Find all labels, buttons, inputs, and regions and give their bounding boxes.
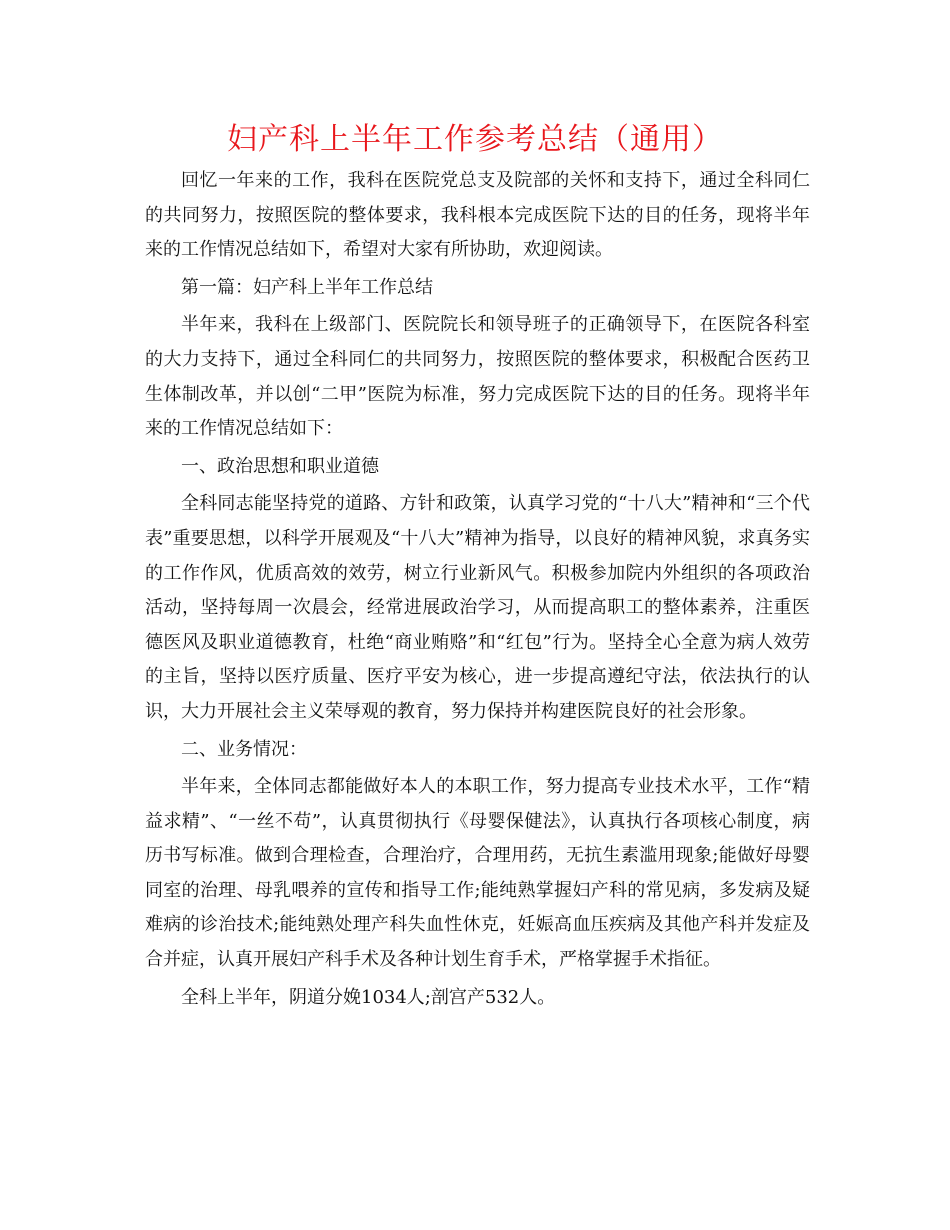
paragraph-business: 半年来，全体同志都能做好本人的本职工作，努力提高专业技术水平，工作“精益求精”、“一丝不苟”，认真贯彻执行《母婴保健法》，认真执行各项核心制度，病历书写标准。做到合理检查，合理治疗，合理用药，无抗生素滥用现象;能做好母婴同室的治理、母乳喂养的宣传和指导工作;能纯熟掌握妇产科的常见病，多发病及疑难病的诊治技术;能纯熟处理产科失血性休克，妊娠高血压疾病及其他产科并发症及合并症，认真开展妇产科手术及各种计划生育手术，严格掌握手术指征。 — [145, 776, 810, 971]
paragraph-intro: 回忆一年来的工作，我科在医院党总支及院部的关怀和支持下，通过全科同仁的共同努力，按照医院的整体要求，我科根本完成医院下达的目的任务，现将半年来的工作情况总结如下，希望对大家有所协助，欢迎阅读。 — [145, 170, 810, 261]
paragraph-politics: 全科同志能坚持党的道路、方针和政策，认真学习党的“十八大”精神和“三个代表”重要思想，以科学开展观及“十八大”精神为指导，以良好的精神风貌，求真务实的工作作风，优质高效的效劳，树立行业新风气。积极参加院内外组织的各项政治活动，坚持每周一次晨会，经常进展政治学习，从而提高职工的整体素养，注重医德医风及职业道德教育，杜绝“商业贿赂”和“红包”行为。坚持全心全意为病人效劳的主旨，坚持以医疗质量、医疗平安为核心，进一步提高遵纪守法，依法执行的认识，大力开展社会主义荣辱观的教育，努力保持并构建医院良好的社会形象。 — [145, 493, 810, 722]
section-heading-politics: 一、政治思想和职业道德 — [181, 455, 379, 477]
paragraph-statistics: 全科上半年，阴道分娩1034人;剖宫产532人。 — [181, 986, 556, 1008]
paragraph-overview: 半年来，我科在上级部门、医院院长和领导班子的正确领导下，在医院各科室的大力支持下，通过全科同仁的共同努力，按照医院的整体要求，积极配合医药卫生体制改革，并以创“二甲”医院为标准，努力完成医院下达的目的任务。现将半年来的工作情况总结如下： — [145, 314, 810, 440]
document-title: 妇产科上半年工作参考总结（通用） — [227, 122, 723, 157]
section-heading-business: 二、业务情况： — [181, 738, 307, 760]
section-heading-part-one: 第一篇：妇产科上半年工作总结 — [181, 276, 433, 298]
document-body — [145, 164, 810, 1018]
